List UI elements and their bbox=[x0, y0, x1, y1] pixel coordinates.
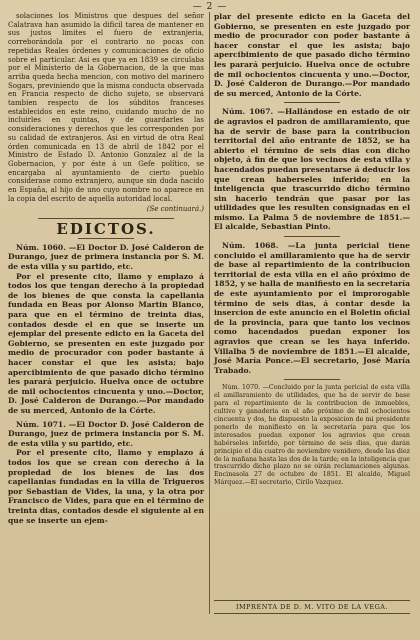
edict-divider-2 bbox=[284, 236, 340, 237]
section-title: EDICTOS. bbox=[56, 220, 156, 239]
page-number: — 2 — bbox=[192, 2, 228, 12]
edict-1070: Núm. 1070. —Concluido por la junta pericial de esta villa el amillaramiento de utilidades, que ha de servir de base para el repartimiento de la contribucion de inmuebles, cultivo y ganaderia en el año próximo de mil ochocientos cincuenta y dos, he dispuesto la exposicion de mi presidente ponerlo de manifiesto en la secretaría para que los interesados puedan exponer los agravios que crean habérseles inferido, por término de seis dias, que darán principio el dia cuatro de noviembre venidero, desde las diez de la mañana hasta las dos de la tarde; en la inteligencia que trascurrido dicho plazo no se oirán reclamaciones algunas. Encinasola 27 de octubre de 1851. El alcalde, Miguel Márquez.—El secretario, Cirilo Vazquez. bbox=[214, 384, 410, 487]
section-divider-bottom bbox=[78, 238, 134, 239]
printer-imprint: IMPRENTA DE D. M. VITO DE LA VEGA. bbox=[214, 600, 410, 614]
right-column bbox=[214, 12, 410, 487]
edict-1071-heading: Núm. 1071. —El Doctor D. José Calderon de Durango, juez de primera instancia por S. M. de esta villa y su partido, etc. bbox=[8, 419, 204, 448]
section-divider-top bbox=[38, 218, 174, 219]
intro-paragraph: solaciones los Ministros que despues del señor Calatrava han asumido la dificil tarea de mantener en sus justos limites el fuero de extranjeria, correborándola por el contrario no pocas con repetidas Reales órdenes y comunicaciones de oficio sobre el particular. Asi es que ya en 1839 se circulaba por el Ministerio de la Gobernacion, de la que mas arriba queda hecha mencion, con motivo del marinero Sogars, previniendo que la misma conducta observada en Francia respecto de dicho sujeto, se observará tambien respecto de los súbditos franceses establecidos en este reino, cuidando mucho de no incluirles en quintas, y de guardarles las consideraciones y derechos que les corresponden por su calidad de extranjeros. Asi en virtud de otra Real órden comunicada en 13 de abril de 1842 por el Ministro de Estado D. Antonio Gonzalez al de la Gobernacion, y por éste á un Gefe político, se encargaba al ayuntamiento de cierto pueblo considerase como extranjero, aunque sin duda nacido en España, al hijo de uno cuyo nombre no aparece en la copia del escrito de aquella autoridad local. bbox=[8, 12, 204, 203]
left-column bbox=[8, 12, 204, 525]
continued-note: (Se continuará.) bbox=[146, 205, 204, 214]
edict-1071-body: Por el presente cito, llamo y emplazo á todos los que se crean con derecho á la propiedad de los bienes de las dos capellanias fundadas en la villa de Trigueros por Sebastian de Vides, la una, y la otra por Francisco de Vides, para que en el término de treinta dias, contados desde el siguiente al en que se inserte un ejem- bbox=[8, 448, 204, 525]
edict-1060-body: Por el presente cito, llamo y emplazo á todos los que tengan derecho á la propiedad de los bienes de que consta la capellania fundada en Beas por Alonso Martin Blanco, para que en el término de treinta dias, contados desde el en que se inserte un ejemplar del presente edicto en la Gaceta del Gobierno, se presenten en este juzgado por medio de procurador con poder bastante á hacer constar el que les asista; bajo apercibimiento de que pasado dicho término les parará perjuicio. Huelva once de octubre de mil ochocientos cincuenta y uno.—Doctor, D. José Calderon de Durango.—Por mandado de su merced, Antonio de la Córte. bbox=[8, 271, 204, 415]
edict-1071-continuation: plar del presente edicto en la Gaceta del Gobierno, se presenten en este juzgado por medio de procurador con poder bastante á hacer constar el que les asista; bajo apercibimiento de que pasado dicho término les parará perjuicio. Huelva once de octubre de mil ochocientos cincuenta y uno.—Doctor, D. José Calderon de Durango.—Por mandado de su merced, Antonio de la Córte. bbox=[214, 12, 410, 98]
edict-1060-heading: Núm. 1060. —El Doctor D. José Calderon de Durango, juez de primera instancia por S. M. de esta villa y su partido, etc. bbox=[8, 242, 204, 272]
edict-1068: Núm. 1068. —La junta pericial tiene concluido el amillaramiento que ha de servir de base al repartimiento de la contribucion territorial de esta villa en el año próximo de 1852, y se halla de manifiesto en la secretaría de este ayuntamiento por el improrogable término de seis dias, á contar desde la insercion de este anuncio en el Boletin oficial de la provincia, para que tanto los vecinos como hacendados puedan exponer los agravios que crean se les haya inferido. Villalba 5 de noviembre de 1851.—El alcalde, José María Ponce.—El secretario, José María Trabado. bbox=[214, 241, 410, 375]
column-rule bbox=[209, 12, 210, 614]
edict-1067: Núm. 1067. —Hallándose en estado de oir de agravios el padron de amillaramiento, que ha de servir de base para la contribucion territorial del año entrante de 1852, se ha abierto el término de seis dias con dicho objeto, á fin de que los vecinos de esta villa y hacendados puedan presentarse á deducir los que crean haberseles inferido; en la inteligencia que trascurrido dicho término sin hacerlo tendrán que pasar por las utilidades que les resulten consignadas en el mismo. La Palma 5 de noviembre de 1851.—El alcalde, Sebastian Pinto. bbox=[214, 107, 410, 232]
edict-divider-1 bbox=[284, 102, 340, 103]
edict-divider-3 bbox=[284, 379, 340, 380]
